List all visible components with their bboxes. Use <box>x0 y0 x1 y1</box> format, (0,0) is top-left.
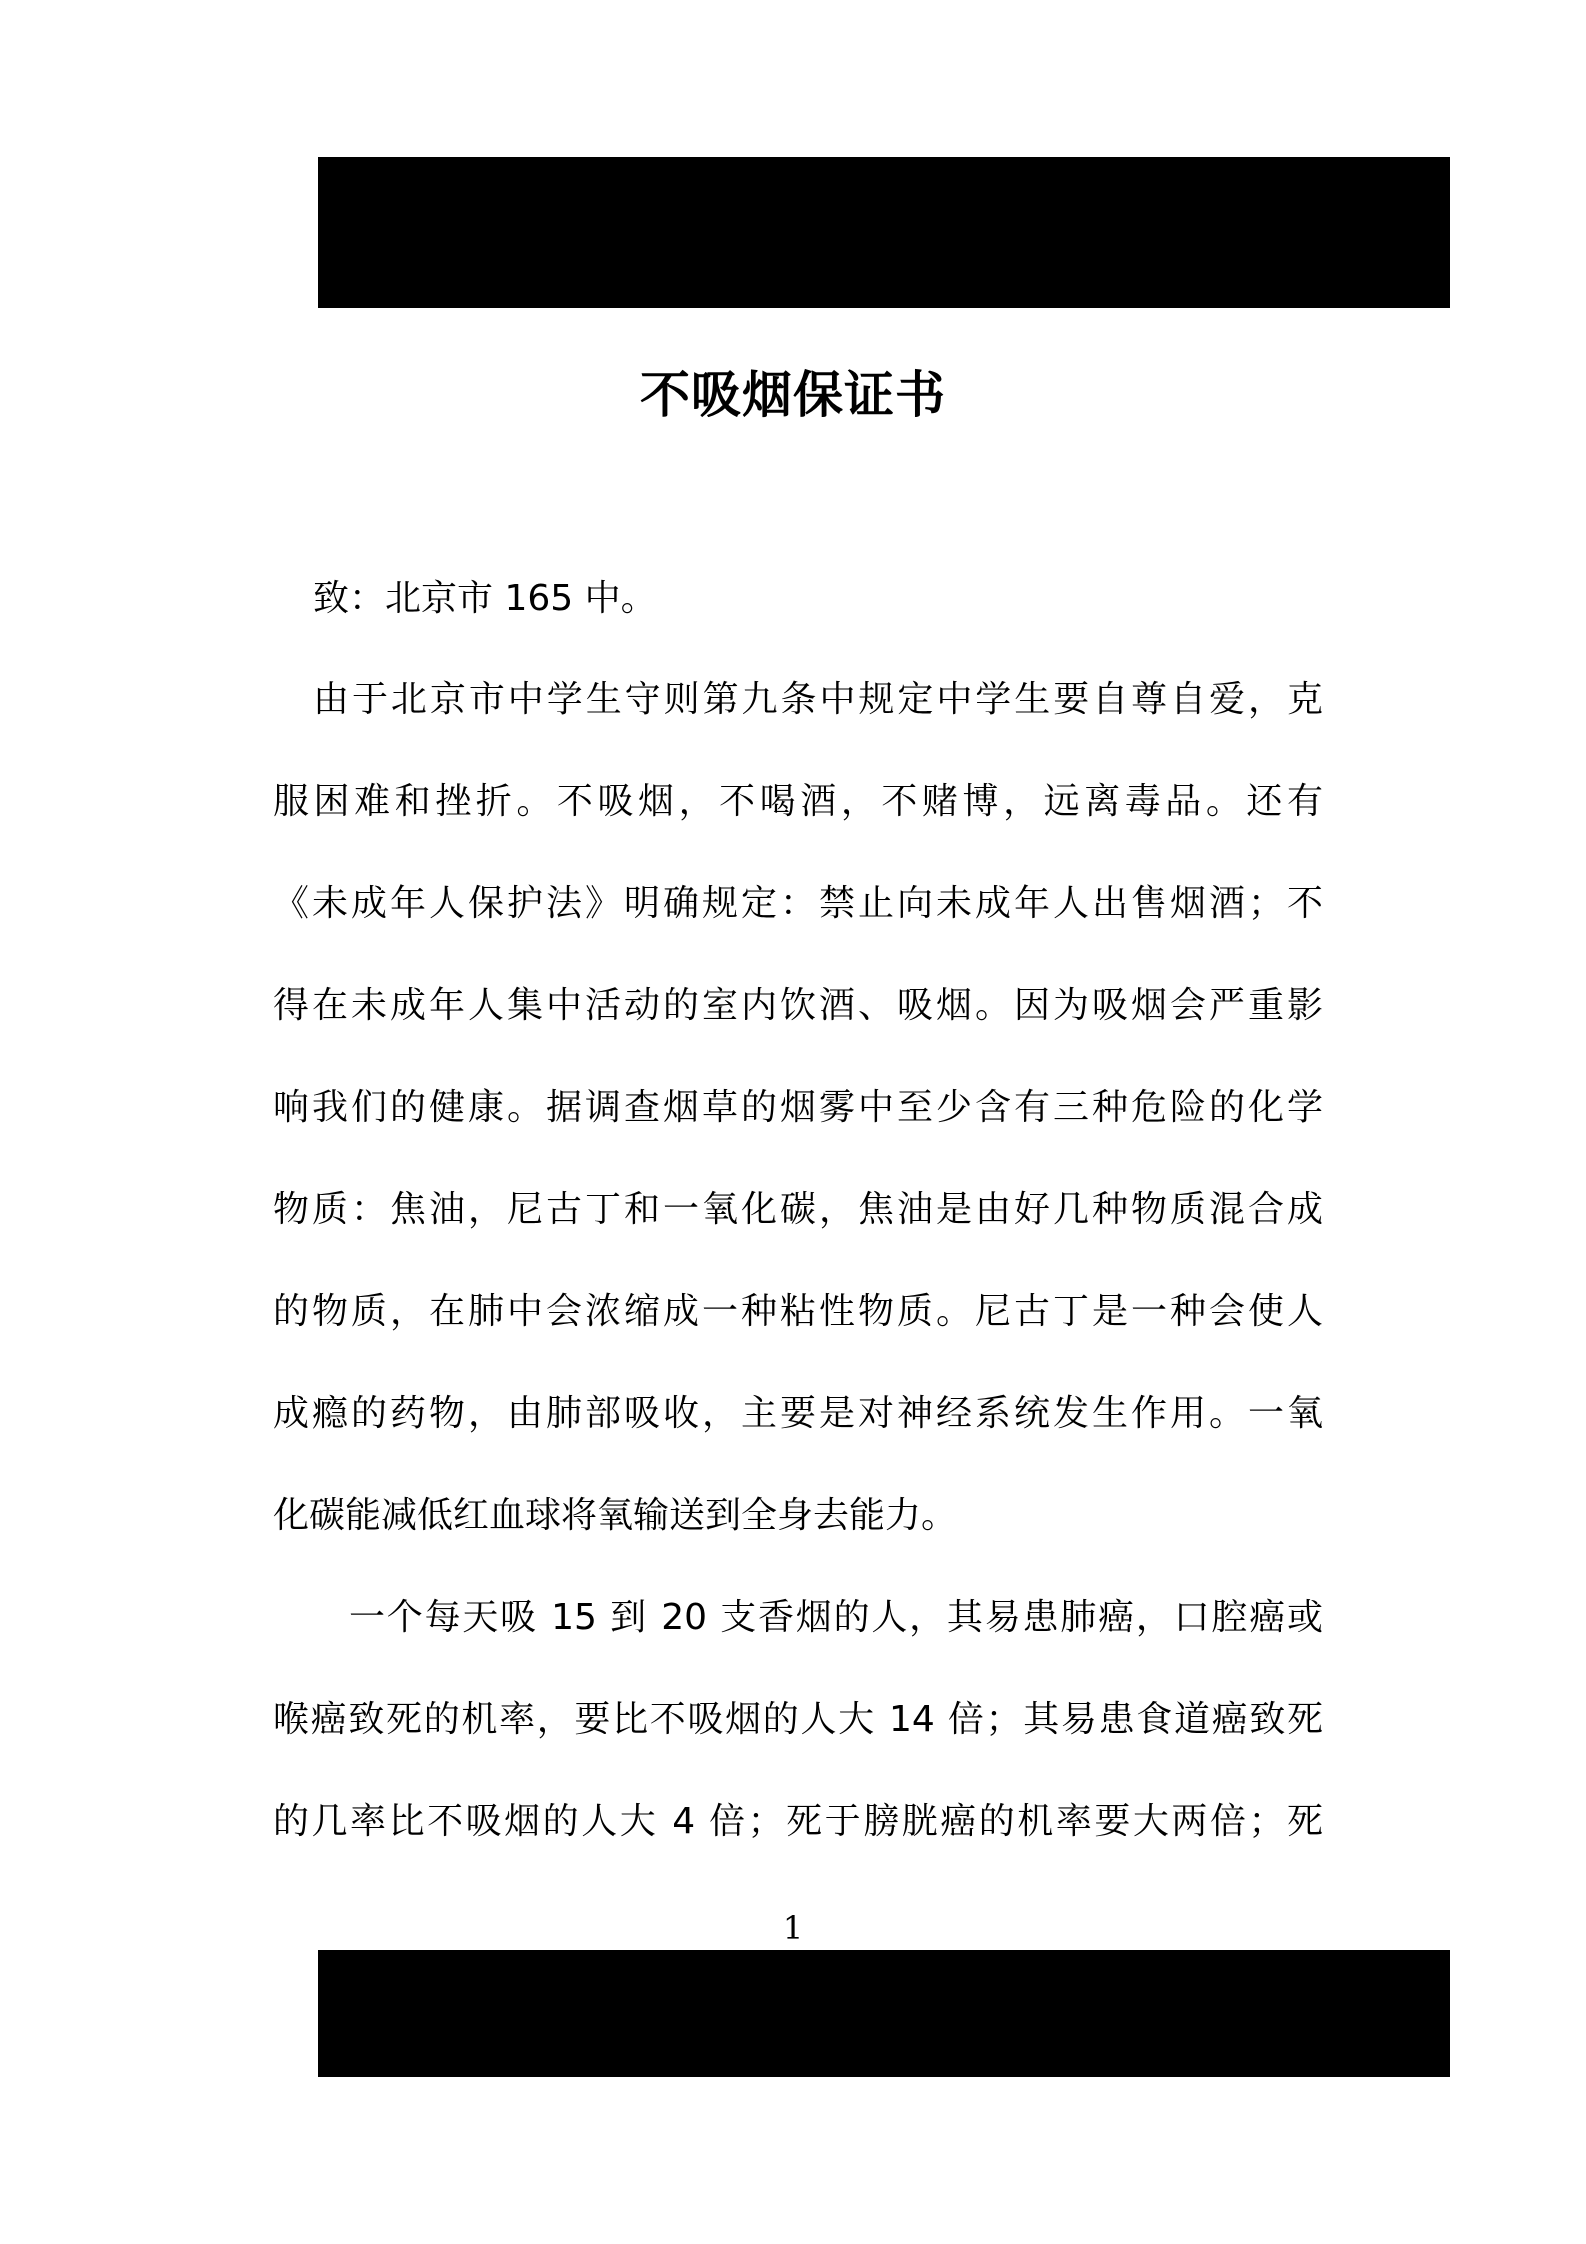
body-line: 服困难和挫折。不吸烟，不喝酒，不赌博，远离毒品。还有 <box>273 781 1323 822</box>
body-line: 物质：焦油，尼古丁和一氧化碳，焦油是由好几种物质混合成 <box>273 1189 1323 1230</box>
body-line: 化碳能减低红血球将氧输送到全身去能力。 <box>273 1495 958 1536</box>
page-number: 1 <box>782 1909 804 1947</box>
document-title: 不吸烟保证书 <box>640 366 946 424</box>
body-line: 成瘾的药物，由肺部吸收，主要是对神经系统发生作用。一氧 <box>273 1393 1323 1434</box>
salutation: 致：北京市 165 中。 <box>313 578 657 619</box>
body-line: 一个每天吸 15 到 20 支香烟的人，其易患肺癌，口腔癌或 <box>349 1597 1323 1638</box>
body-line: 的物质，在肺中会浓缩成一种粘性物质。尼古丁是一种会使人 <box>273 1291 1323 1332</box>
redacted-header-block <box>318 157 1450 308</box>
body-line: 得在未成年人集中活动的室内饮酒、吸烟。因为吸烟会严重影 <box>273 985 1323 1026</box>
body-line: 响我们的健康。据调查烟草的烟雾中至少含有三种危险的化学 <box>273 1087 1323 1128</box>
body-line: 由于北京市中学生守则第九条中规定中学生要自尊自爱，克 <box>313 679 1323 720</box>
body-line: 的几率比不吸烟的人大 4 倍；死于膀胱癌的机率要大两倍；死 <box>273 1801 1323 1842</box>
redacted-footer-block <box>318 1950 1450 2077</box>
body-line: 喉癌致死的机率，要比不吸烟的人大 14 倍；其易患食道癌致死 <box>273 1699 1323 1740</box>
body-line: 《未成年人保护法》明确规定：禁止向未成年人出售烟酒；不 <box>273 883 1323 924</box>
